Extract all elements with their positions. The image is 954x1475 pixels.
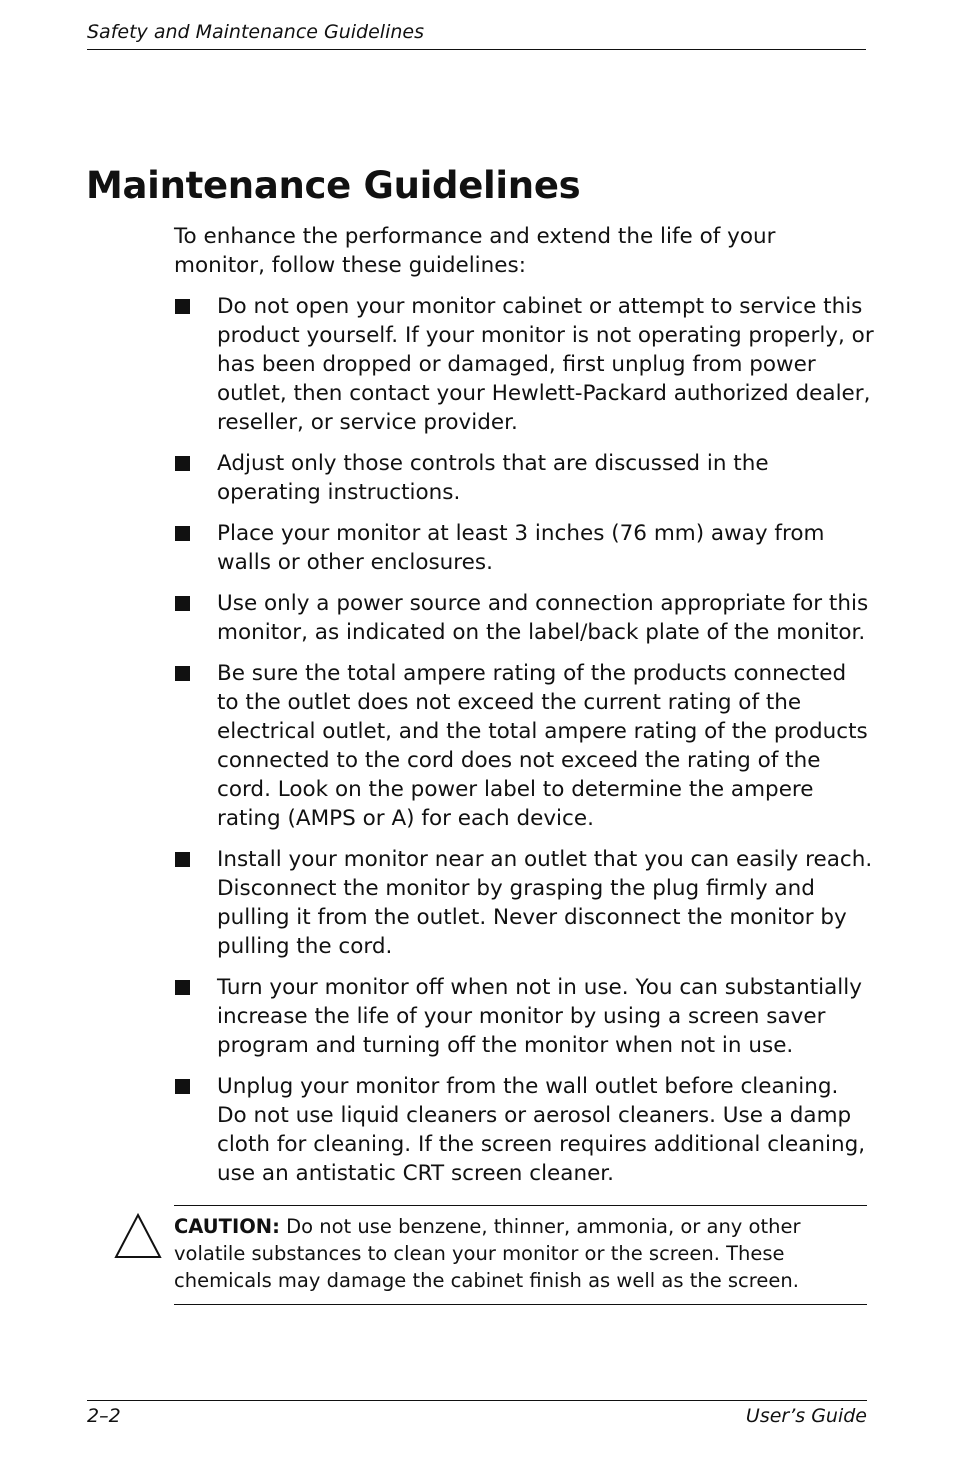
list-item xyxy=(174,845,874,961)
page-title: Maintenance Guidelines xyxy=(86,164,581,207)
square-bullet-icon xyxy=(175,980,190,995)
list-item xyxy=(174,449,874,507)
intro-paragraph: To enhance the performance and extend the life of your monitor, follow these guidelines: xyxy=(174,224,776,278)
list-item-text: Use only a power source and connection appropriate for this monitor, as indicated on the label/back plate of the monitor. xyxy=(217,591,869,645)
square-bullet-icon xyxy=(175,456,190,471)
square-bullet-icon xyxy=(175,666,190,681)
square-bullet-icon xyxy=(175,1079,190,1094)
footer-rule xyxy=(87,1400,867,1401)
list-item-text: Adjust only those controls that are discussed in the operating instructions. xyxy=(217,451,769,505)
caution-top-rule xyxy=(174,1205,867,1206)
square-bullet-icon xyxy=(175,299,190,314)
caution-text: Do not use benzene, thinner, ammonia, or any other volatile substances to clean your monitor or the screen. These chemicals may damage the cabinet finish as well as the screen. xyxy=(174,1215,801,1292)
list-item xyxy=(174,973,874,1060)
list-item xyxy=(174,1072,874,1188)
square-bullet-icon xyxy=(175,596,190,611)
list-item xyxy=(174,659,874,833)
list-item-text: Install your monitor near an outlet that you can easily reach. Disconnect the monitor by grasping the plug firmly and pulling it from the outlet. Never disconnect the monitor by pulling the cord. xyxy=(217,847,873,959)
list-item xyxy=(174,292,874,437)
list-item-text: Do not open your monitor cabinet or attempt to service this product yourself. If your monitor is not operating properly, or has been dropped or damaged, first unplug from power outlet, then contact your Hewlett-Packard authorized dealer, reseller, or service provider. xyxy=(217,294,874,435)
square-bullet-icon xyxy=(175,852,190,867)
caution-bottom-rule xyxy=(174,1304,867,1305)
footer-guide-title: User’s Guide xyxy=(745,1405,867,1427)
running-header: Safety and Maintenance Guidelines xyxy=(87,20,866,50)
caution-triangle-icon xyxy=(113,1212,163,1264)
guidelines-list xyxy=(174,292,874,1200)
list-item-text: Unplug your monitor from the wall outlet before cleaning. Do not use liquid cleaners or aerosol cleaners. Use a damp cloth for cleaning. If the screen requires additional cleaning, use an antistatic CRT screen cleaner. xyxy=(217,1074,866,1186)
list-item xyxy=(174,519,874,577)
caution-label: CAUTION: xyxy=(174,1215,280,1238)
square-bullet-icon xyxy=(175,526,190,541)
list-item-text: Be sure the total ampere rating of the products connected to the outlet does not exceed the current rating of the electrical outlet, and the total ampere rating of the products connected to the cord does not exceed the rating of the cord. Look on the power label to determine the ampere rating (AMPS or A) for each device. xyxy=(217,661,868,831)
list-item-text: Turn your monitor off when not in use. You can substantially increase the life of your monitor by using a screen saver program and turning off the monitor when not in use. xyxy=(217,975,862,1058)
caution-note xyxy=(174,1213,864,1294)
list-item-text: Place your monitor at least 3 inches (76 mm) away from walls or other enclosures. xyxy=(217,521,825,575)
page-number: 2–2 xyxy=(87,1405,121,1427)
list-item xyxy=(174,589,874,647)
